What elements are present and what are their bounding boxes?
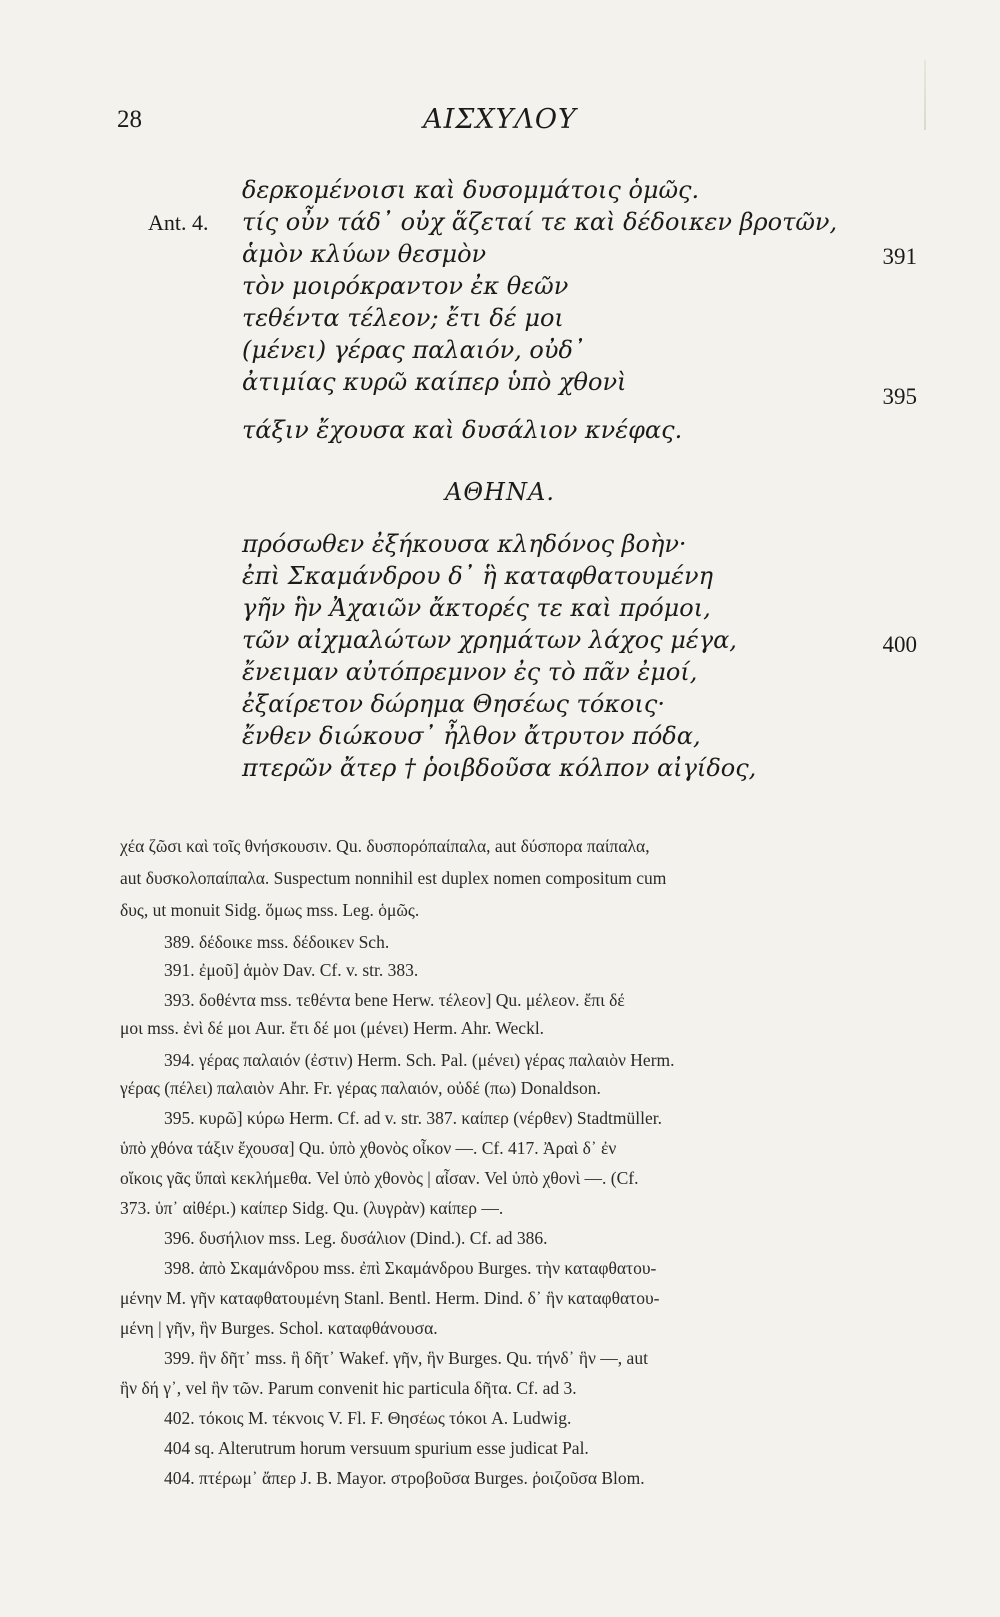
antistrophe-label: Ant. 4. xyxy=(148,210,209,235)
speech-line: πρόσωθεν ἐξήκουσα κληδόνος βοὴν· xyxy=(242,530,687,558)
apparatus-note: 404 sq. Alterutrum horum versuum spurium esse judicat Pal. xyxy=(164,1438,589,1458)
apparatus-note: 396. δυσήλιον mss. Leg. δυσάλιον (Dind.). Cf. ad 386. xyxy=(164,1228,548,1248)
line-number: 391 xyxy=(882,244,917,269)
verse-line: (μένει) γέρας παλαιόν, οὐδ᾽ xyxy=(242,336,585,364)
apparatus-note: χέα ζῶσι καὶ τοῖς θνήσκουσιν. Qu. δυσπορόπαίπαλα, aut δύσπορα παίπαλα, xyxy=(120,836,650,856)
line-number: 395 xyxy=(882,384,917,409)
speech-line: τῶν αἰχμαλώτων χρημάτων λάχος μέγα, xyxy=(242,626,737,654)
apparatus-note: 394. γέρας παλαιόν (ἐστιν) Herm. Sch. Pal. (μένει) γέρας παλαιὸν Herm. xyxy=(164,1050,675,1070)
speech-line: πτερῶν ἄτερ † ῥοιβδοῦσα κόλπον αἰγίδος, xyxy=(242,754,757,782)
page-number: 28 xyxy=(117,106,142,133)
verse-line: ἀτιμίας κυρῶ καίπερ ὑπὸ χθονὶ xyxy=(242,368,627,396)
speech-line: ἔνειμαν αὐτόπρεμνον ἐς τὸ πᾶν ἐμοί, xyxy=(242,658,698,686)
apparatus-note: aut δυσκολοπαίπαλα. Suspectum nonnihil est duplex nomen compositum cum xyxy=(120,868,667,888)
verse-line: τίς οὖν τάδ᾽ οὐχ ἅζεταί τε καὶ δέδοικεν βροτῶν, xyxy=(242,208,838,236)
verse-line: τεθέντα τέλεον; ἔτι δέ μοι xyxy=(242,304,564,332)
apparatus-note: οἴκοις γᾶς ὕπαὶ κεκλήμεθα. Vel ὑπὸ χθονὸς | αἶσαν. Vel ὑπὸ χθονὶ —. (Cf. xyxy=(120,1168,639,1188)
apparatus-note: 404. πτέρωμ᾽ ἄπερ J. B. Mayor. στροβοῦσα Burges. ῥοιζοῦσα Blom. xyxy=(164,1468,645,1488)
apparatus-note: μένη | γῆν, ἣν Burges. Schol. καταφθάνουσα. xyxy=(120,1318,438,1338)
apparatus-note: 398. ἀπὸ Σκαμάνδρου mss. ἐπὶ Σκαμάνδρου Burges. τὴν καταφθατου- xyxy=(164,1258,657,1278)
speech-line: γῆν ἣν Ἀχαιῶν ἄκτορές τε καὶ πρόμοι, xyxy=(242,594,711,622)
speech-line: ἔνθεν διώκουσ᾽ ἦλθον ἄτρυτον πόδα, xyxy=(242,722,701,750)
speech-line: ἐξαίρετον δώρημα Θησέως τόκοις· xyxy=(242,690,665,718)
verse-line: τάξιν ἔχουσα καὶ δυσάλιον κνέφας. xyxy=(242,416,683,444)
apparatus-note: ἣν δή γ᾽, vel ἣν τῶν. Parum convenit hic particula δῆτα. Cf. ad 3. xyxy=(120,1378,577,1398)
verse-line: δερκομένοισι καὶ δυσομμάτοις ὁμῶς. xyxy=(242,176,700,204)
speaker-heading: ΑΘΗΝΑ. xyxy=(445,478,555,506)
apparatus-note: 391. ἐμοῦ] ἁμὸν Dav. Cf. v. str. 383. xyxy=(164,960,419,980)
apparatus-note: 402. τόκοις M. τέκνοις V. Fl. F. Θησέως τόκοι A. Ludwig. xyxy=(164,1408,572,1428)
apparatus-note: γέρας (πέλει) παλαιὸν Ahr. Fr. γέρας παλαιόν, οὐδέ (πω) Donaldson. xyxy=(120,1078,601,1098)
speech-line: ἐπὶ Σκαμάνδρου δ᾽ ἣ καταφθατουμένη xyxy=(242,562,713,590)
apparatus-note: 389. δέδοικε mss. δέδοικεν Sch. xyxy=(164,932,390,952)
apparatus-note: ὑπὸ χθόνα τάξιν ἔχουσα] Qu. ὑπὸ χθονὸς οἶκον —. Cf. 417. Ἀραὶ δ᾽ ἐν xyxy=(120,1138,617,1158)
apparatus-note: 373. ὑπ᾽ αἰθέρι.) καίπερ Sidg. Qu. (λυγρὰν) καίπερ —. xyxy=(120,1198,504,1218)
running-title: ΑΙΣΧΥΛΟΥ xyxy=(423,104,577,135)
apparatus-note: μένην M. γῆν καταφθατουμένη Stanl. Bentl. Herm. Dind. δ᾽ ἣν καταφθατου- xyxy=(120,1288,660,1308)
verse-line: ἁμὸν κλύων θεσμὸν xyxy=(242,240,487,268)
apparatus-note: 395. κυρῶ] κύρω Herm. Cf. ad v. str. 387. καίπερ (νέρθεν) Stadtmüller. xyxy=(164,1108,662,1128)
apparatus-note: 399. ἣν δῆτ᾽ mss. ἣ δῆτ᾽ Wakef. γῆν, ἣν Burges. Qu. τήνδ᾽ ἣν —, aut xyxy=(164,1348,648,1368)
verse-line: τὸν μοιρόκραντον ἐκ θεῶν xyxy=(242,272,569,300)
apparatus-note: μοι mss. ἐνὶ δέ μοι Aur. ἔτι δέ μοι (μένει) Herm. Ahr. Weckl. xyxy=(120,1018,545,1038)
apparatus-note: 393. δοθέντα mss. τεθέντα bene Herw. τέλεον] Qu. μέλεον. ἔπι δέ xyxy=(164,990,625,1010)
line-number: 400 xyxy=(882,632,917,657)
apparatus-note: δυς, ut monuit Sidg. ὅμως mss. Leg. ὁμῶς. xyxy=(120,900,420,920)
